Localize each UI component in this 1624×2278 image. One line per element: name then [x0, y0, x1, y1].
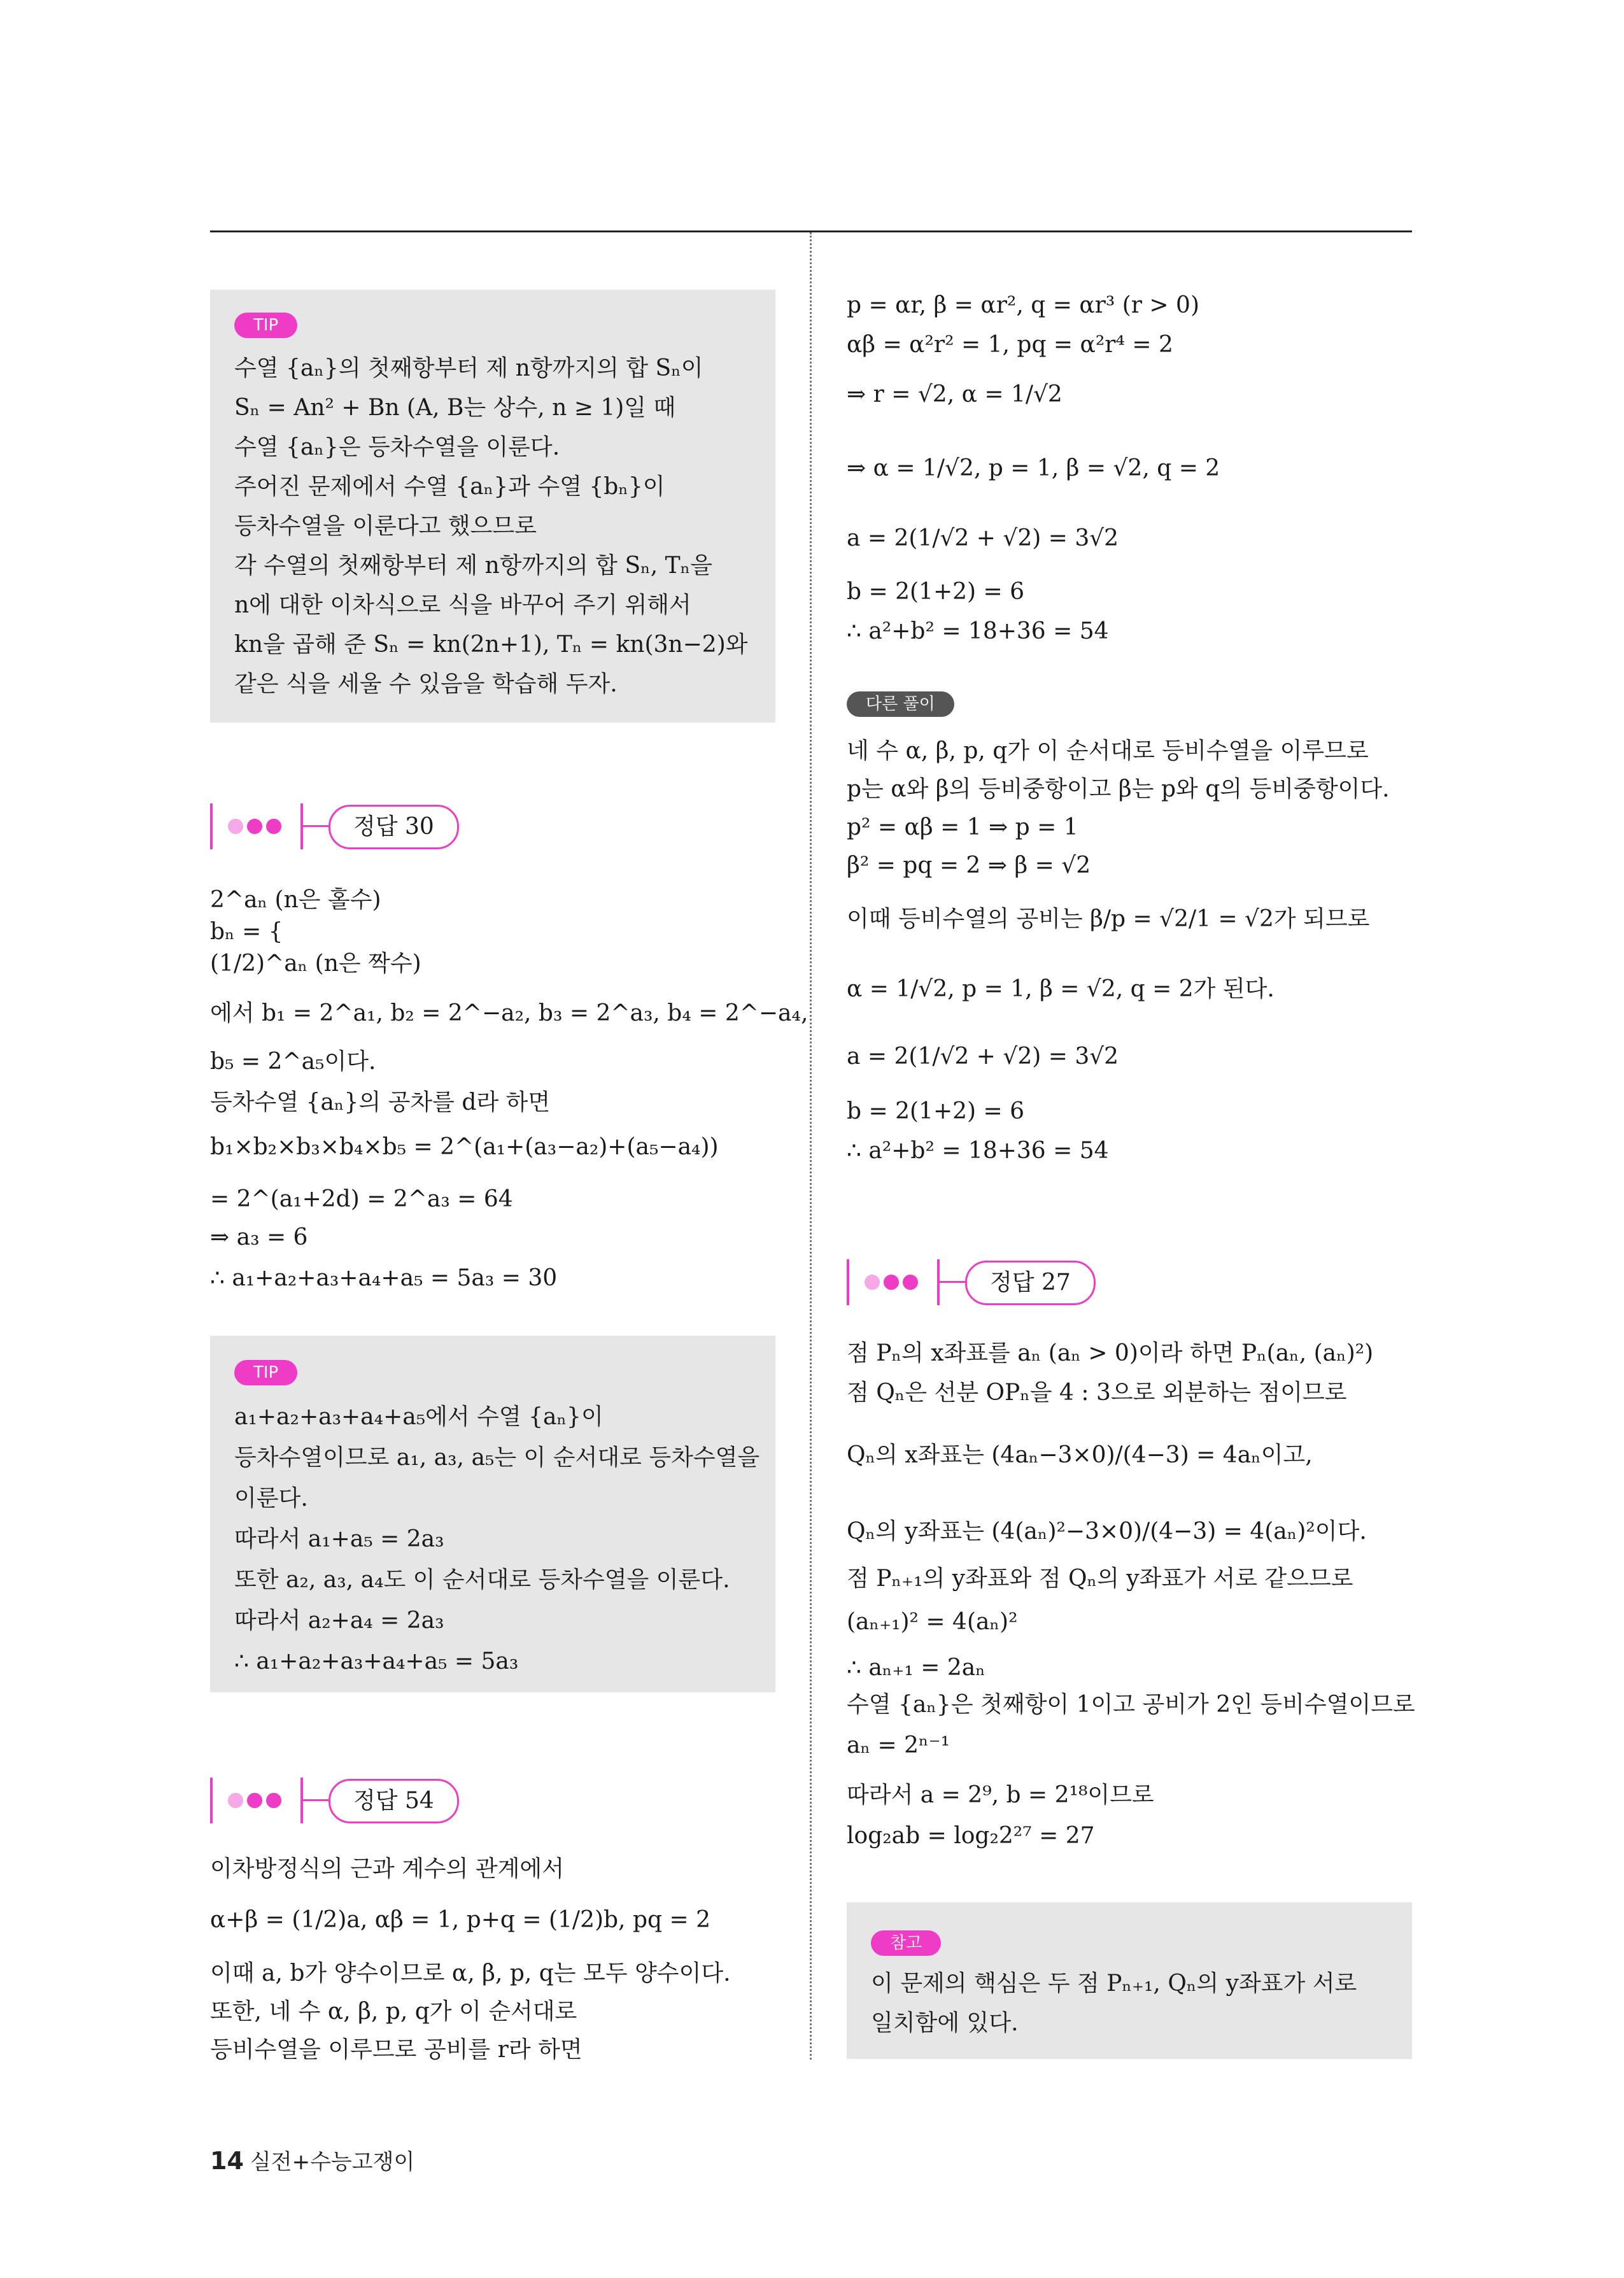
tip-line: a₁+a₂+a₃+a₄+a₅에서 수열 {aₙ}이: [234, 1404, 604, 1430]
page-number: 14: [210, 2147, 244, 2175]
alt-line: p² = αβ = 1 ⇒ p = 1: [847, 814, 1078, 840]
solution-line: 또한, 네 수 α, β, p, q가 이 순서대로: [210, 1999, 577, 2025]
page-footer: [210, 2144, 414, 2175]
solution-line: αβ = α²r² = 1, pq = α²r⁴ = 2: [847, 332, 1173, 358]
solution-line: 점 Pₙ의 x좌표를 aₙ (aₙ > 0)이라 하면 Pₙ(aₙ, (aₙ)²): [847, 1340, 1374, 1366]
solution-line: bₙ = {: [210, 919, 283, 945]
answer-label: 정답 54: [328, 1779, 459, 1823]
solution-line: 등차수열 {aₙ}의 공차를 d라 하면: [210, 1089, 551, 1115]
note-box: [847, 1902, 1412, 2059]
solution-line: ∴ a²+b² = 18+36 = 54: [847, 618, 1109, 644]
solution-line: (1/2)^aₙ (n은 짝수): [210, 951, 421, 977]
tip-line: n에 대한 이차식으로 식을 바꾸어 주기 위해서: [234, 592, 691, 618]
answer-header-30: [210, 803, 477, 849]
tip-line: 이룬다.: [234, 1485, 308, 1511]
solution-line: ∴ a₁+a₂+a₃+a₄+a₅ = 5a₃ = 30: [210, 1265, 558, 1291]
tip-line: 같은 식을 세울 수 있음을 학습해 두자.: [234, 671, 618, 697]
solution-line: Qₙ의 y좌표는 (4(aₙ)²−3×0)/(4−3) = 4(aₙ)²이다.: [847, 1518, 1367, 1545]
tip-line: 등차수열이므로 a₁, a₃, a₅는 이 순서대로 등차수열을: [234, 1445, 760, 1471]
solution-line: 점 Qₙ은 선분 OPₙ을 4 : 3으로 외분하는 점이므로: [847, 1380, 1347, 1406]
tip-line: ∴ a₁+a₂+a₃+a₄+a₅ = 5a₃: [234, 1648, 519, 1674]
tip-box-1: [210, 290, 775, 723]
solution-line: b₁×b₂×b₃×b₄×b₅ = 2^(a₁+(a₃−a₂)+(a₅−a₄)): [210, 1134, 719, 1160]
tip-line: 또한 a₂, a₃, a₄도 이 순서대로 등차수열을 이룬다.: [234, 1567, 730, 1593]
solution-line: 수열 {aₙ}은 첫째항이 1이고 공비가 2인 등비수열이므로: [847, 1692, 1415, 1718]
solution-line: 에서 b₁ = 2^a₁, b₂ = 2^−a₂, b₃ = 2^a₃, b₄ = 2^−a₄,: [210, 1000, 808, 1026]
alt-line: p는 α와 β의 등비중항이고 β는 p와 q의 등비중항이다.: [847, 776, 1390, 802]
note-line: 이 문제의 핵심은 두 점 Pₙ₊₁, Qₙ의 y좌표가 서로: [871, 1970, 1357, 1997]
solution-line: 이때 a, b가 양수이므로 α, β, p, q는 모두 양수이다.: [210, 1960, 731, 1986]
solution-line: 등비수열을 이루므로 공비를 r라 하면: [210, 2037, 583, 2063]
tip-badge: TIP: [234, 313, 297, 338]
alt-solution-badge: 다른 풀이: [847, 691, 954, 717]
tip-badge: TIP: [234, 1360, 297, 1385]
solution-line: a = 2(1/√2 + √2) = 3√2: [847, 525, 1119, 551]
column-divider: [810, 232, 812, 2060]
tip-line: 등차수열을 이룬다고 했으므로: [234, 513, 537, 539]
solution-line: 점 Pₙ₊₁의 y좌표와 점 Qₙ의 y좌표가 서로 같으므로: [847, 1566, 1353, 1592]
solution-line: 이차방정식의 근과 계수의 관계에서: [210, 1856, 564, 1882]
alt-line: 이때 등비수열의 공비는 β/p = √2/1 = √2가 되므로: [847, 906, 1370, 932]
tip-line: 따라서 a₂+a₄ = 2a₃: [234, 1608, 444, 1634]
alt-line: a = 2(1/√2 + √2) = 3√2: [847, 1043, 1119, 1070]
solution-line: ⇒ r = √2, α = 1/√2: [847, 381, 1063, 407]
solution-line: Qₙ의 x좌표는 (4aₙ−3×0)/(4−3) = 4aₙ이고,: [847, 1442, 1313, 1468]
alt-line: ∴ a²+b² = 18+36 = 54: [847, 1138, 1109, 1164]
tip-line: 각 수열의 첫째항부터 제 n항까지의 합 Sₙ, Tₙ을: [234, 553, 712, 579]
answer-header-54: [210, 1778, 477, 1823]
book-title: 실전+수능고쟁이: [250, 2149, 415, 2175]
alt-line: α = 1/√2, p = 1, β = √2, q = 2가 된다.: [847, 976, 1274, 1002]
solution-line: log₂ab = log₂2²⁷ = 27: [847, 1823, 1095, 1849]
solution-line: b₅ = 2^a₅이다.: [210, 1049, 376, 1075]
solution-line: 2^aₙ (n은 홀수): [210, 887, 381, 913]
alt-line: β² = pq = 2 ⇒ β = √2: [847, 852, 1091, 879]
solution-line: ⇒ α = 1/√2, p = 1, β = √2, q = 2: [847, 455, 1220, 481]
answer-header-27: [847, 1259, 1114, 1305]
tip-line: 따라서 a₁+a₅ = 2a₃: [234, 1526, 444, 1552]
solution-line: b = 2(1+2) = 6: [847, 579, 1025, 605]
tip-line: 수열 {aₙ}의 첫째항부터 제 n항까지의 합 Sₙ이: [234, 355, 703, 381]
solution-line: aₙ = 2ⁿ⁻¹: [847, 1732, 950, 1758]
answer-label: 정답 30: [328, 805, 459, 849]
solution-line: ∴ aₙ₊₁ = 2aₙ: [847, 1655, 985, 1681]
note-line: 일치함에 있다.: [871, 2010, 1019, 2036]
solution-line: = 2^(a₁+2d) = 2^a₃ = 64: [210, 1186, 513, 1212]
solution-line: α+β = (1/2)a, αβ = 1, p+q = (1/2)b, pq = 2: [210, 1907, 710, 1933]
note-badge: 참고: [871, 1930, 941, 1956]
solution-line: p = αr, β = αr², q = αr³ (r > 0): [847, 292, 1199, 318]
tip-line: 수열 {aₙ}은 등차수열을 이룬다.: [234, 434, 560, 460]
solution-line: (aₙ₊₁)² = 4(aₙ)²: [847, 1609, 1018, 1635]
alt-line: 네 수 α, β, p, q가 이 순서대로 등비수열을 이루므로: [847, 738, 1369, 764]
tip-box-2: [210, 1336, 775, 1692]
answer-label: 정답 27: [965, 1261, 1096, 1305]
tip-line: kn을 곱해 준 Sₙ = kn(2n+1), Tₙ = kn(3n−2)와: [234, 632, 748, 658]
solution-line: 따라서 a = 2⁹, b = 2¹⁸이므로: [847, 1782, 1154, 1808]
solution-line: ⇒ a₃ = 6: [210, 1224, 308, 1250]
alt-line: b = 2(1+2) = 6: [847, 1098, 1025, 1124]
tip-line: 주어진 문제에서 수열 {aₙ}과 수열 {bₙ}이: [234, 474, 665, 500]
tip-line: Sₙ = An² + Bn (A, B는 상수, n ≥ 1)일 때: [234, 395, 676, 421]
